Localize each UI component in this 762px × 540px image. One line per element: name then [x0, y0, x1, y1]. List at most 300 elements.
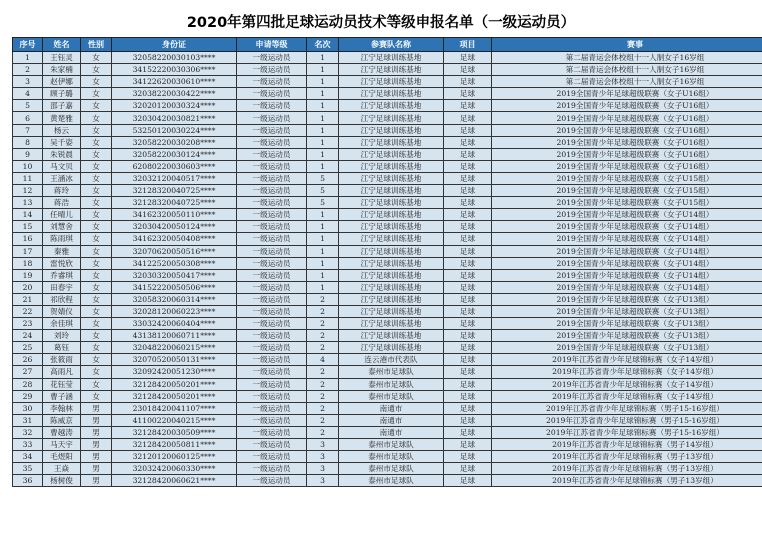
cell-sport: 足球	[444, 185, 492, 197]
cell-team: 泰州市足球队	[339, 451, 444, 463]
cell-index: 32	[13, 426, 43, 438]
cell-sport: 足球	[444, 233, 492, 245]
cell-event: 2019全国青少年足球超级联赛（女子U15组）	[492, 185, 762, 197]
cell-rank: 1	[307, 100, 339, 112]
cell-level: 一级运动员	[237, 305, 307, 317]
cell-team: 江宁足球训练基地	[339, 245, 444, 257]
cell-sport: 足球	[444, 281, 492, 293]
cell-id-number: 32128320040725****	[112, 197, 237, 209]
column-header-rank: 名次	[307, 38, 339, 52]
cell-name: 曹子涵	[43, 390, 81, 402]
cell-gender: 女	[81, 172, 112, 184]
cell-id-number: 32030320050417****	[112, 269, 237, 281]
cell-rank: 1	[307, 257, 339, 269]
cell-index: 10	[13, 160, 43, 172]
cell-sport: 足球	[444, 451, 492, 463]
cell-name: 秦雅	[43, 245, 81, 257]
cell-level: 一级运动员	[237, 426, 307, 438]
table-row	[13, 451, 762, 463]
table-header-row	[13, 38, 762, 52]
cell-level: 一级运动员	[237, 64, 307, 76]
column-header-index: 序号	[13, 38, 43, 52]
cell-gender: 女	[81, 185, 112, 197]
cell-index: 30	[13, 402, 43, 414]
cell-sport: 足球	[444, 475, 492, 487]
cell-name: 朱家楠	[43, 64, 81, 76]
cell-gender: 男	[81, 414, 112, 426]
cell-event: 2019全国青少年足球超级联赛（女子U14组）	[492, 221, 762, 233]
cell-sport: 足球	[444, 414, 492, 426]
cell-gender: 女	[81, 112, 112, 124]
cell-team: 江宁足球训练基地	[339, 330, 444, 342]
cell-name: 王焱	[43, 463, 81, 475]
table-row	[13, 88, 762, 100]
cell-name: 马文贝	[43, 160, 81, 172]
cell-gender: 女	[81, 233, 112, 245]
cell-gender: 女	[81, 318, 112, 330]
cell-level: 一级运动员	[237, 390, 307, 402]
cell-rank: 5	[307, 185, 339, 197]
cell-id-number: 34152220050506****	[112, 281, 237, 293]
document-title: 2020年第四批足球运动员技术等级申报名单（一级运动员）	[186, 15, 576, 31]
cell-rank: 5	[307, 197, 339, 209]
cell-team: 泰州市足球队	[339, 439, 444, 451]
cell-index: 11	[13, 172, 43, 184]
cell-name: 马天宇	[43, 439, 81, 451]
cell-sport: 足球	[444, 293, 492, 305]
cell-event: 第二届青运会体校组十一人制女子16岁组	[492, 76, 762, 88]
cell-sport: 足球	[444, 172, 492, 184]
table-row	[13, 414, 762, 426]
cell-event: 2019全国青少年足球超级联赛（女子U13组）	[492, 318, 762, 330]
cell-team: 江宁足球训练基地	[339, 172, 444, 184]
cell-name: 葛钰	[43, 342, 81, 354]
cell-event: 2019年江苏省青少年足球锦标赛（女子14岁组）	[492, 378, 762, 390]
cell-level: 一级运动员	[237, 378, 307, 390]
cell-team: 江宁足球训练基地	[339, 112, 444, 124]
cell-gender: 女	[81, 100, 112, 112]
cell-gender: 男	[81, 475, 112, 487]
cell-event: 2019全国青少年足球超级联赛（女子U16组）	[492, 148, 762, 160]
cell-index: 8	[13, 136, 43, 148]
cell-team: 南通市	[339, 414, 444, 426]
athlete-roster-table	[12, 37, 762, 487]
cell-id-number: 32128420050201****	[112, 390, 237, 402]
cell-level: 一级运动员	[237, 451, 307, 463]
table-row	[13, 269, 762, 281]
cell-sport: 足球	[444, 439, 492, 451]
cell-sport: 足球	[444, 88, 492, 100]
cell-index: 9	[13, 148, 43, 160]
cell-team: 江宁足球训练基地	[339, 233, 444, 245]
cell-id-number: 32058220030208****	[112, 136, 237, 148]
cell-index: 15	[13, 221, 43, 233]
cell-event: 2019年江苏省青少年足球锦标赛（男子15-16岁组）	[492, 414, 762, 426]
cell-index: 12	[13, 185, 43, 197]
cell-id-number: 32128320040725****	[112, 185, 237, 197]
cell-id-number: 33032420060404****	[112, 318, 237, 330]
cell-name: 李翰林	[43, 402, 81, 414]
cell-team: 泰州市足球队	[339, 475, 444, 487]
cell-team: 江宁足球训练基地	[339, 124, 444, 136]
cell-rank: 2	[307, 390, 339, 402]
cell-event: 2019全国青少年足球超级联赛（女子U14组）	[492, 281, 762, 293]
cell-name: 杨树俊	[43, 475, 81, 487]
cell-sport: 足球	[444, 245, 492, 257]
cell-team: 南通市	[339, 402, 444, 414]
cell-sport: 足球	[444, 305, 492, 317]
cell-id-number: 34162320050110****	[112, 209, 237, 221]
cell-rank: 2	[307, 330, 339, 342]
cell-sport: 足球	[444, 330, 492, 342]
cell-rank: 3	[307, 475, 339, 487]
cell-team: 泰州市足球队	[339, 463, 444, 475]
cell-id-number: 32128420030509****	[112, 426, 237, 438]
cell-gender: 女	[81, 281, 112, 293]
table-row	[13, 185, 762, 197]
cell-sport: 足球	[444, 112, 492, 124]
table-row	[13, 136, 762, 148]
table-row	[13, 64, 762, 76]
cell-rank: 1	[307, 269, 339, 281]
cell-team: 江宁足球训练基地	[339, 221, 444, 233]
table-row	[13, 330, 762, 342]
cell-rank: 1	[307, 136, 339, 148]
cell-team: 南通市	[339, 426, 444, 438]
cell-name: 任晴儿	[43, 209, 81, 221]
cell-name: 毛煜阳	[43, 451, 81, 463]
cell-gender: 男	[81, 426, 112, 438]
cell-index: 1	[13, 52, 43, 64]
cell-sport: 足球	[444, 52, 492, 64]
cell-id-number: 32032420060330****	[112, 463, 237, 475]
cell-name: 曹越涛	[43, 426, 81, 438]
cell-id-number: 41100220040215****	[112, 414, 237, 426]
cell-rank: 3	[307, 439, 339, 451]
cell-level: 一级运动员	[237, 148, 307, 160]
cell-index: 22	[13, 305, 43, 317]
cell-level: 一级运动员	[237, 185, 307, 197]
column-header-name: 姓名	[43, 38, 81, 52]
cell-rank: 4	[307, 354, 339, 366]
cell-name: 贺婧仪	[43, 305, 81, 317]
cell-event: 2019年江苏省青少年足球锦标赛（男子13岁组）	[492, 451, 762, 463]
cell-event: 2019全国青少年足球超级联赛（女子U16组）	[492, 136, 762, 148]
cell-gender: 女	[81, 354, 112, 366]
cell-id-number: 32070520050131****	[112, 354, 237, 366]
table-row	[13, 112, 762, 124]
cell-level: 一级运动员	[237, 366, 307, 378]
cell-team: 连云港市代表队	[339, 354, 444, 366]
cell-id-number: 34122520050308****	[112, 257, 237, 269]
cell-gender: 男	[81, 451, 112, 463]
cell-gender: 女	[81, 221, 112, 233]
cell-sport: 足球	[444, 221, 492, 233]
table-row	[13, 342, 762, 354]
cell-id-number: 32120120060125****	[112, 451, 237, 463]
cell-name: 刘玲	[43, 330, 81, 342]
table-row	[13, 366, 762, 378]
cell-rank: 2	[307, 426, 339, 438]
cell-sport: 足球	[444, 269, 492, 281]
cell-name: 杨云	[43, 124, 81, 136]
cell-gender: 女	[81, 305, 112, 317]
cell-rank: 3	[307, 451, 339, 463]
cell-gender: 女	[81, 136, 112, 148]
table-row	[13, 209, 762, 221]
cell-sport: 足球	[444, 402, 492, 414]
cell-team: 江宁足球训练基地	[339, 76, 444, 88]
cell-name: 陈威京	[43, 414, 81, 426]
column-header-sport: 项目	[444, 38, 492, 52]
cell-rank: 1	[307, 281, 339, 293]
cell-sport: 足球	[444, 148, 492, 160]
cell-team: 江宁足球训练基地	[339, 160, 444, 172]
cell-team: 江宁足球训练基地	[339, 257, 444, 269]
cell-level: 一级运动员	[237, 330, 307, 342]
cell-name: 吴千姿	[43, 136, 81, 148]
cell-id-number: 23018420041107****	[112, 402, 237, 414]
cell-index: 6	[13, 112, 43, 124]
cell-id-number: 32020120030324****	[112, 100, 237, 112]
cell-id-number: 32028120060223****	[112, 305, 237, 317]
cell-event: 2019年江苏省青少年足球锦标赛（女子14岁组）	[492, 354, 762, 366]
cell-event: 2019年江苏省青少年足球锦标赛（男子13岁组）	[492, 475, 762, 487]
cell-index: 35	[13, 463, 43, 475]
cell-event: 2019全国青少年足球超级联赛（女子U16组）	[492, 88, 762, 100]
table-row	[13, 76, 762, 88]
cell-event: 2019全国青少年足球超级联赛（女子U14组）	[492, 245, 762, 257]
cell-rank: 2	[307, 305, 339, 317]
table-row	[13, 402, 762, 414]
cell-event: 2019年江苏省青少年足球锦标赛（男子14岁组）	[492, 439, 762, 451]
cell-event: 2019年江苏省青少年足球锦标赛（男子15-16岁组）	[492, 402, 762, 414]
cell-sport: 足球	[444, 390, 492, 402]
cell-id-number: 32058220030103****	[112, 52, 237, 64]
cell-gender: 女	[81, 269, 112, 281]
cell-index: 23	[13, 318, 43, 330]
table-row	[13, 124, 762, 136]
cell-index: 17	[13, 245, 43, 257]
cell-event: 2019全国青少年足球超级联赛（女子U16组）	[492, 112, 762, 124]
cell-team: 江宁足球训练基地	[339, 318, 444, 330]
cell-id-number: 32058320060314****	[112, 293, 237, 305]
cell-sport: 足球	[444, 426, 492, 438]
table-row	[13, 475, 762, 487]
cell-gender: 女	[81, 124, 112, 136]
cell-level: 一级运动员	[237, 245, 307, 257]
cell-team: 江宁足球训练基地	[339, 342, 444, 354]
cell-gender: 女	[81, 390, 112, 402]
cell-gender: 女	[81, 257, 112, 269]
table-row	[13, 281, 762, 293]
cell-team: 江宁足球训练基地	[339, 197, 444, 209]
cell-level: 一级运动员	[237, 475, 307, 487]
cell-event: 2019全国青少年足球超级联赛（女子U14组）	[492, 269, 762, 281]
cell-index: 7	[13, 124, 43, 136]
table-row	[13, 52, 762, 64]
cell-index: 33	[13, 439, 43, 451]
column-header-event: 赛事	[492, 38, 762, 52]
cell-event: 2019全国青少年足球超级联赛（女子U13组）	[492, 330, 762, 342]
cell-gender: 女	[81, 366, 112, 378]
cell-level: 一级运动员	[237, 52, 307, 64]
table-row	[13, 100, 762, 112]
cell-name: 高雨凡	[43, 366, 81, 378]
cell-rank: 1	[307, 52, 339, 64]
cell-id-number: 32128420060621****	[112, 475, 237, 487]
cell-id-number: 32032120040517****	[112, 172, 237, 184]
table-row	[13, 354, 762, 366]
cell-id-number: 32030420030821****	[112, 112, 237, 124]
cell-index: 19	[13, 269, 43, 281]
cell-sport: 足球	[444, 342, 492, 354]
cell-index: 28	[13, 378, 43, 390]
cell-sport: 足球	[444, 160, 492, 172]
cell-gender: 女	[81, 293, 112, 305]
table-row	[13, 426, 762, 438]
cell-event: 2019全国青少年足球超级联赛（女子U14组）	[492, 233, 762, 245]
cell-sport: 足球	[444, 136, 492, 148]
cell-gender: 男	[81, 463, 112, 475]
cell-sport: 足球	[444, 318, 492, 330]
table-row	[13, 221, 762, 233]
cell-level: 一级运动员	[237, 136, 307, 148]
cell-index: 3	[13, 76, 43, 88]
cell-name: 蒋玲	[43, 185, 81, 197]
cell-level: 一级运动员	[237, 197, 307, 209]
cell-sport: 足球	[444, 64, 492, 76]
cell-level: 一级运动员	[237, 414, 307, 426]
cell-id-number: 32128420050201****	[112, 378, 237, 390]
cell-level: 一级运动员	[237, 209, 307, 221]
cell-team: 江宁足球训练基地	[339, 185, 444, 197]
cell-id-number: 32092420051230****	[112, 366, 237, 378]
cell-team: 泰州市足球队	[339, 390, 444, 402]
cell-sport: 足球	[444, 76, 492, 88]
table-row	[13, 160, 762, 172]
cell-gender: 女	[81, 378, 112, 390]
table-row	[13, 390, 762, 402]
cell-level: 一级运动员	[237, 318, 307, 330]
cell-team: 江宁足球训练基地	[339, 136, 444, 148]
cell-id-number: 32070620050516****	[112, 245, 237, 257]
cell-name: 祁欣程	[43, 293, 81, 305]
table-row	[13, 378, 762, 390]
cell-level: 一级运动员	[237, 172, 307, 184]
cell-id-number: 43138120060711****	[112, 330, 237, 342]
cell-event: 2019全国青少年足球超级联赛（女子U16组）	[492, 100, 762, 112]
cell-rank: 2	[307, 342, 339, 354]
table-row	[13, 305, 762, 317]
cell-name: 田春宇	[43, 281, 81, 293]
cell-level: 一级运动员	[237, 88, 307, 100]
cell-sport: 足球	[444, 100, 492, 112]
cell-team: 江宁足球训练基地	[339, 100, 444, 112]
cell-level: 一级运动员	[237, 269, 307, 281]
cell-level: 一级运动员	[237, 402, 307, 414]
cell-index: 24	[13, 330, 43, 342]
cell-level: 一级运动员	[237, 257, 307, 269]
cell-rank: 2	[307, 378, 339, 390]
cell-event: 2019全国青少年足球超级联赛（女子U13组）	[492, 305, 762, 317]
cell-name: 赵伊娜	[43, 76, 81, 88]
cell-index: 34	[13, 451, 43, 463]
table-row	[13, 233, 762, 245]
cell-index: 2	[13, 64, 43, 76]
cell-rank: 1	[307, 88, 339, 100]
cell-name: 陈雨琪	[43, 233, 81, 245]
cell-name: 刘慧舍	[43, 221, 81, 233]
cell-index: 14	[13, 209, 43, 221]
cell-event: 2019年江苏省青少年足球锦标赛（女子14岁组）	[492, 366, 762, 378]
table-row	[13, 257, 762, 269]
cell-index: 27	[13, 366, 43, 378]
cell-event: 第二届青运会体校组十一人制女子16岁组	[492, 52, 762, 64]
cell-gender: 女	[81, 245, 112, 257]
cell-id-number: 32058220030124****	[112, 148, 237, 160]
cell-name: 乔睿琪	[43, 269, 81, 281]
cell-rank: 2	[307, 414, 339, 426]
cell-id-number: 32128420050811****	[112, 439, 237, 451]
cell-index: 5	[13, 100, 43, 112]
cell-rank: 1	[307, 148, 339, 160]
cell-event: 2019全国青少年足球超级联赛（女子U14组）	[492, 257, 762, 269]
cell-level: 一级运动员	[237, 76, 307, 88]
cell-rank: 1	[307, 209, 339, 221]
cell-id-number: 34152220030306****	[112, 64, 237, 76]
cell-team: 江宁足球训练基地	[339, 148, 444, 160]
cell-index: 29	[13, 390, 43, 402]
cell-team: 江宁足球训练基地	[339, 293, 444, 305]
cell-gender: 女	[81, 52, 112, 64]
cell-level: 一级运动员	[237, 354, 307, 366]
cell-level: 一级运动员	[237, 342, 307, 354]
cell-team: 江宁足球训练基地	[339, 64, 444, 76]
cell-event: 第二届青运会体校组十一人制女子16岁组	[492, 64, 762, 76]
cell-event: 2019全国青少年足球超级联赛（女子U16组）	[492, 124, 762, 136]
cell-team: 江宁足球训练基地	[339, 305, 444, 317]
cell-level: 一级运动员	[237, 160, 307, 172]
cell-event: 2019年江苏省青少年足球锦标赛（男子15-16岁组）	[492, 426, 762, 438]
cell-sport: 足球	[444, 209, 492, 221]
table-row	[13, 318, 762, 330]
cell-id-number: 34122620030610****	[112, 76, 237, 88]
cell-name: 黄楚雅	[43, 112, 81, 124]
cell-gender: 男	[81, 402, 112, 414]
cell-team: 江宁足球训练基地	[339, 269, 444, 281]
cell-gender: 女	[81, 197, 112, 209]
cell-event: 2019全国青少年足球超级联赛（女子U14组）	[492, 209, 762, 221]
cell-index: 4	[13, 88, 43, 100]
cell-gender: 女	[81, 148, 112, 160]
cell-name: 朱锐晨	[43, 148, 81, 160]
cell-name: 张筱雨	[43, 354, 81, 366]
cell-level: 一级运动员	[237, 233, 307, 245]
cell-level: 一级运动员	[237, 221, 307, 233]
cell-id-number: 32048220060215****	[112, 342, 237, 354]
cell-team: 江宁足球训练基地	[339, 281, 444, 293]
cell-index: 31	[13, 414, 43, 426]
cell-rank: 1	[307, 64, 339, 76]
cell-team: 泰州市足球队	[339, 378, 444, 390]
cell-sport: 足球	[444, 366, 492, 378]
cell-name: 雷悦欣	[43, 257, 81, 269]
cell-gender: 女	[81, 342, 112, 354]
cell-rank: 5	[307, 172, 339, 184]
table-row	[13, 172, 762, 184]
cell-name: 蒋浩	[43, 197, 81, 209]
